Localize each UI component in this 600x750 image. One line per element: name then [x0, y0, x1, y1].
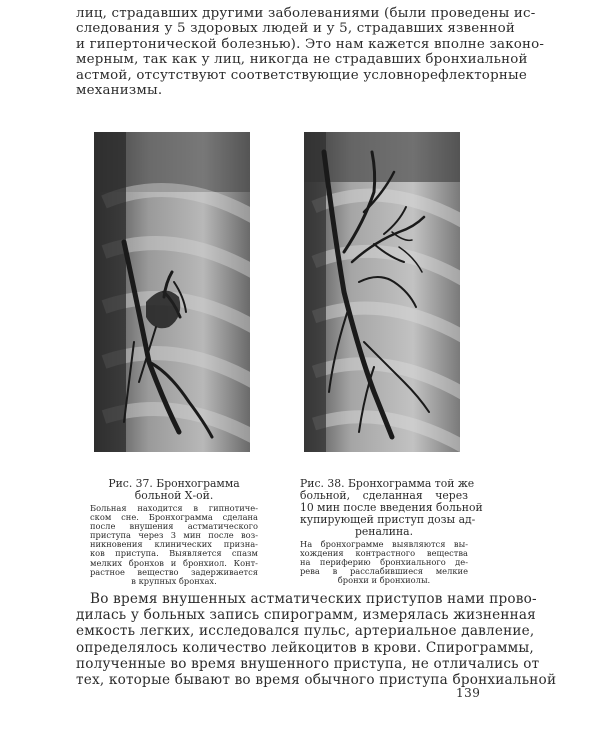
- caption-line: бронхи и бронхиолы.: [337, 575, 431, 586]
- caption-line: после внушения астматического: [90, 521, 258, 532]
- text-line: определялось количество лейкоцитов в крови. Спирограммы,: [76, 639, 534, 656]
- figure-38-description: [300, 540, 468, 585]
- caption-line: ском сне. Бронхограмма сделана: [90, 512, 258, 523]
- xray-image-right: [304, 132, 460, 452]
- xray-image-left: [94, 132, 250, 452]
- caption-title-line: 10 мин после введения больной: [300, 501, 483, 514]
- figure-38-title: [300, 477, 483, 538]
- caption-line: рева в расслабившиеся мелкие: [300, 566, 468, 577]
- caption-line: мелких бронхов и бронхиол. Конт-: [90, 557, 258, 568]
- text-line: астмой, отсутствуют соответствующие условнорефлекторные: [76, 67, 527, 83]
- caption-title-line: реналина.: [354, 525, 414, 538]
- text-line: полученные во время внушенного приступа, не отличались от: [76, 655, 540, 672]
- text-line: и гипертонической болезнью). Это нам кажется вполне законо-: [76, 36, 545, 52]
- bottom-paragraph: [76, 591, 557, 689]
- bronchogram-photo-left: [94, 132, 250, 452]
- caption-line: никновения клинических призна-: [90, 539, 258, 550]
- text-line: Во время внушенных астматических приступов нами прово-: [90, 591, 537, 607]
- caption-line: хождения контрастного вещества: [300, 548, 468, 559]
- figure-38-caption: [300, 477, 483, 586]
- caption-line: в крупных бронхах.: [131, 575, 217, 586]
- caption-title-line: купирующей приступ дозы ад-: [300, 513, 476, 526]
- caption-line: приступа через 3 мин после воз-: [90, 530, 258, 541]
- page-number: 139: [456, 686, 481, 700]
- figure-37-caption: [90, 478, 258, 586]
- text-line: следования у 5 здоровых людей и у 5, страдавших язвенной: [76, 21, 516, 37]
- caption-line: ков приступа. Выявляется спазм: [90, 548, 258, 559]
- text-line: дилась у больных запись спирограмм, измерялась жизненная: [76, 607, 536, 624]
- caption-title-line: Рис. 38. Бронхограмма той же: [300, 477, 475, 490]
- figure-37-title: [90, 478, 258, 502]
- text-line: емкость легких, исследовался пульс, артериальное давление,: [76, 623, 535, 640]
- caption-line: на периферию бронхиального де-: [300, 557, 468, 568]
- caption-title-line: Рис. 37. Бронхограмма: [108, 477, 240, 490]
- text-line: лиц, страдавших другими заболеваниями (были проведены ис-: [76, 6, 536, 21]
- text-line: механизмы.: [76, 83, 163, 99]
- caption-title-line: больной, сделанная через: [300, 489, 468, 502]
- bronchogram-photo-right: [304, 132, 460, 452]
- caption-title-line: больной Х-ой.: [134, 489, 214, 502]
- text-line: тех, которые бывают во время обычного приступа бронхиальной: [76, 672, 557, 689]
- caption-line: На бронхограмме выявляются вы-: [300, 539, 468, 549]
- text-line: мерным, так как у лиц, никогда не страдавших бронхиальной: [76, 52, 528, 68]
- figure-37-description: [90, 504, 258, 586]
- top-paragraph: [76, 6, 545, 99]
- caption-line: Больная находится в гипнотиче-: [90, 503, 258, 513]
- caption-line: растное вещество задерживается: [90, 566, 258, 577]
